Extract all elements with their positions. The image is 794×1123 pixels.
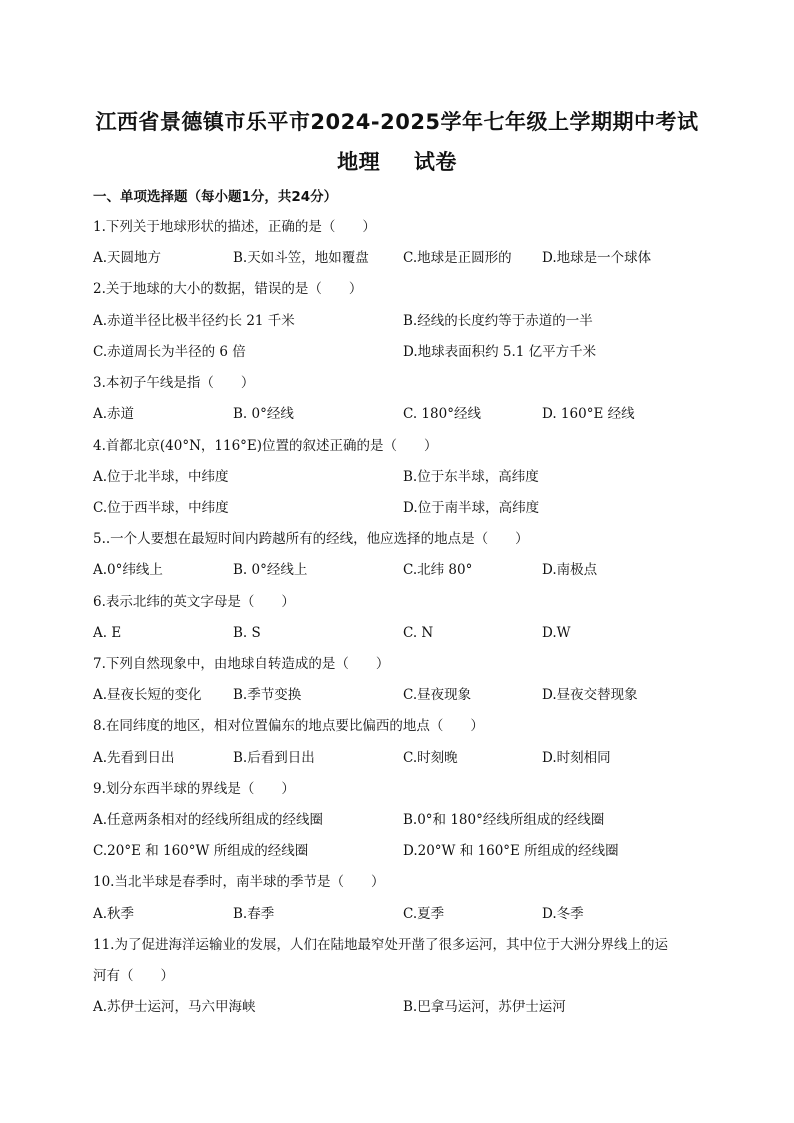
- section-heading: 一、单项选择题（每小题1分，共24分）: [93, 189, 338, 205]
- question-11-option-b: B.巴拿马运河，苏伊士运河: [403, 999, 566, 1015]
- question-4-option-b: B.位于东半球，高纬度: [403, 469, 539, 485]
- question-9-stem: 9.划分东西半球的界线是（ ）: [93, 781, 295, 797]
- question-2-option-d: D.地球表面积约 5.1 亿平方千米: [403, 344, 597, 360]
- question-8-option-b: B.后看到日出: [233, 750, 315, 766]
- question-6-option-b: B. S: [233, 625, 261, 641]
- question-4-option-a: A.位于北半球，中纬度: [93, 469, 229, 485]
- question-7-option-c: C.昼夜现象: [403, 687, 472, 703]
- question-5-stem: 5..一个人要想在最短时间内跨越所有的经线，他应选择的地点是（ ）: [93, 531, 529, 547]
- question-2-stem: 2.关于地球的大小的数据，错误的是（ ）: [93, 281, 363, 297]
- question-8-option-d: D.时刻相同: [542, 750, 611, 766]
- question-3-stem: 3.本初子午线是指（ ）: [93, 375, 255, 391]
- question-6-option-d: D.W: [542, 625, 571, 641]
- question-9-option-b: B.0°和 180°经线所组成的经线圈: [403, 812, 605, 828]
- question-11-stem: 11.为了促进海洋运输业的发展，人们在陆地最窄处开凿了很多运河，其中位于大洲分界线上的运: [93, 937, 668, 953]
- question-5-option-d: D.南极点: [542, 562, 598, 578]
- question-9-option-a: A.任意两条相对的经线所组成的经线圈: [93, 812, 324, 828]
- question-10-option-c: C.夏季: [403, 906, 445, 922]
- question-7-option-a: A.昼夜长短的变化: [93, 687, 202, 703]
- question-4-option-d: D.位于南半球，高纬度: [403, 500, 540, 516]
- question-5-option-b: B. 0°经线上: [233, 562, 308, 578]
- question-10-option-a: A.秋季: [93, 906, 135, 922]
- question-11-option-a: A.苏伊士运河，马六甲海峡: [93, 999, 256, 1015]
- question-9-option-c: C.20°E 和 160°W 所组成的经线圈: [93, 843, 309, 859]
- question-10-stem: 10.当北半球是春季时，南半球的季节是（ ）: [93, 874, 385, 890]
- question-5-option-a: A.0°纬线上: [93, 562, 163, 578]
- question-3-option-a: A.赤道: [93, 406, 135, 422]
- question-5-option-c: C.北纬 80°: [403, 562, 473, 578]
- question-3-option-b: B. 0°经线: [233, 406, 294, 422]
- question-10-option-d: D.冬季: [542, 906, 584, 922]
- question-7-stem: 7.下列自然现象中，由地球自转造成的是（ ）: [93, 656, 390, 672]
- question-4-stem: 4.首都北京(40°N，116°E)位置的叙述正确的是（ ）: [93, 438, 438, 454]
- question-6-option-c: C. N: [403, 625, 434, 641]
- question-8-option-a: A.先看到日出: [93, 750, 175, 766]
- question-8-option-c: C.时刻晚: [403, 750, 458, 766]
- question-2-option-c: C.赤道周长为半径的 6 倍: [93, 344, 246, 360]
- question-7-option-b: B.季节变换: [233, 687, 302, 703]
- question-1-option-d: D.地球是一个球体: [542, 250, 652, 266]
- question-10-option-b: B.春季: [233, 906, 275, 922]
- question-1-stem: 1.下列关于地球形状的描述，正确的是（ ）: [93, 219, 376, 235]
- question-3-option-d: D. 160°E 经线: [542, 406, 635, 422]
- question-3-option-c: C. 180°经线: [403, 406, 481, 422]
- question-9-option-d: D.20°W 和 160°E 所组成的经线圈: [403, 843, 619, 859]
- question-6-stem: 6.表示北纬的英文字母是（ ）: [93, 594, 295, 610]
- question-4-option-c: C.位于西半球，中纬度: [93, 500, 229, 516]
- question-1-option-a: A.天圆地方: [93, 250, 162, 266]
- question-1-option-b: B.天如斗笠，地如覆盘: [233, 250, 369, 266]
- question-6-option-a: A. E: [93, 625, 122, 641]
- question-2-option-a: A.赤道半径比极半径约长 21 千米: [93, 313, 295, 329]
- question-2-option-b: B.经线的长度约等于赤道的一半: [403, 313, 593, 329]
- exam-title: 江西省景德镇市乐平市2024-2025学年七年级上学期期中考试: [95, 110, 699, 134]
- question-11-stem-continued: 河有（ ）: [93, 968, 174, 984]
- exam-subtitle: 地理 试卷: [337, 150, 457, 174]
- question-7-option-d: D.昼夜交替现象: [542, 687, 638, 703]
- question-1-option-c: C.地球是正圆形的: [403, 250, 512, 266]
- question-8-stem: 8.在同纬度的地区，相对位置偏东的地点要比偏西的地点（ ）: [93, 718, 484, 734]
